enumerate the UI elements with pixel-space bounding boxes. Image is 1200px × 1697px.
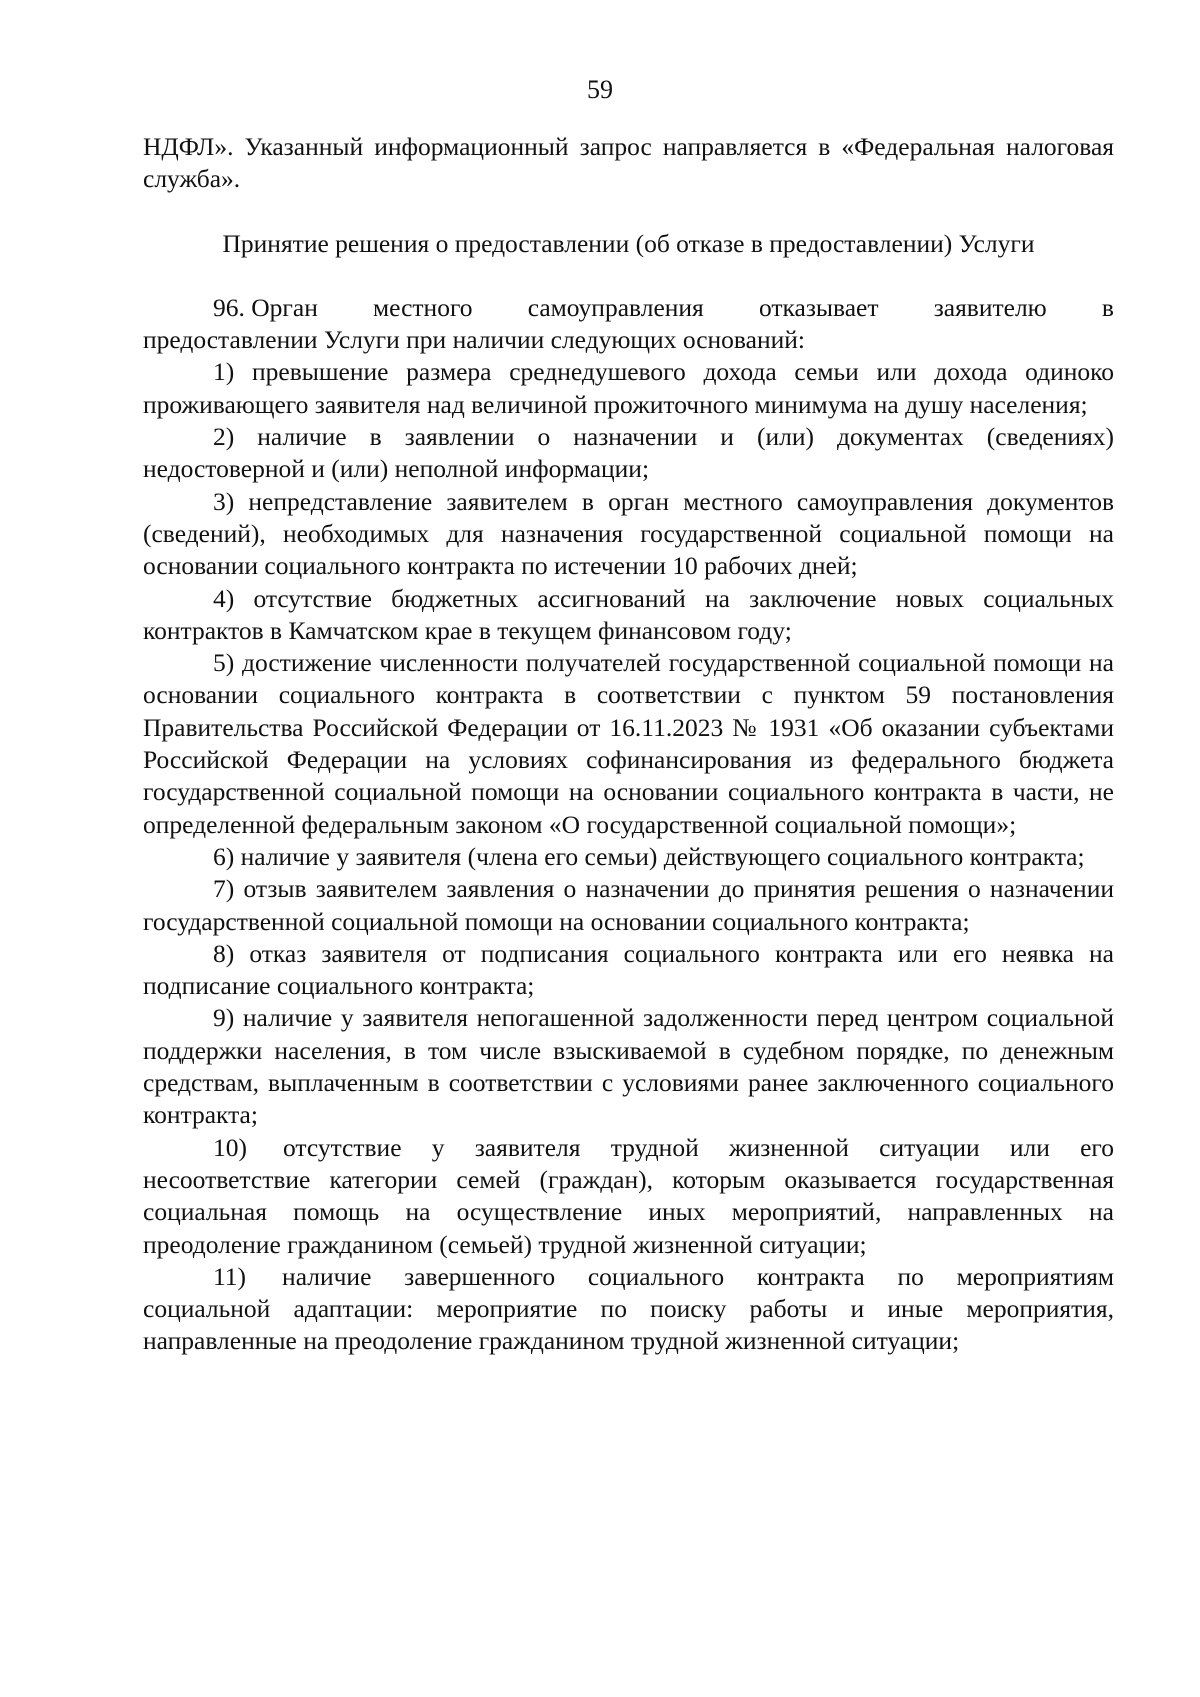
item-label: 3) (213, 486, 235, 516)
list-item (143, 1261, 1114, 1358)
item-label: 9) (213, 1003, 235, 1033)
list-item (143, 486, 1114, 583)
clause-96-first-line (143, 292, 1114, 324)
clause-word: самоуправления (527, 292, 704, 322)
clause-word: в (1101, 292, 1114, 322)
item-text: отказ заявителя от подписания социального контракта или его неявка на подписание социального контракта; (143, 938, 1114, 1001)
item-text: достижение численности получателей государственной социальной помощи на основании социального контракта в соответствии с пунктом 59 постановления Правительства Российской Федерации от 16.11.2023 № 1931 «Об оказании субъектами Российской Федерации на условиях софинансирования из федерального бюджета государственной социальной помощи на основании социального контракта в части, не определенной федеральным законом «О государственной социальной помощи»; (143, 648, 1114, 839)
list-item (143, 873, 1114, 938)
clause-word: местного (373, 292, 473, 322)
clause-96-number-and-word (213, 292, 318, 324)
list-item (143, 583, 1114, 648)
item-label: 6) (213, 841, 235, 871)
item-label: 2) (213, 422, 235, 452)
item-text: наличие у заявителя непогашенной задолженности перед центром социальной поддержки населения, в том числе взыскиваемой в судебном порядке, по денежным средствам, выплаченным в соответствии с условиями ранее заключенного социального контракта; (143, 1003, 1115, 1130)
section-heading: Принятие решения о предоставлении (об отказе в предоставлении) Услуги (222, 228, 1035, 258)
document-body (143, 131, 1114, 1358)
list-item (143, 421, 1114, 486)
item-label: 10) (213, 1132, 247, 1162)
item-text: превышение размера среднедушевого дохода семьи или дохода одиноко проживающего заявителя над величиной прожиточного минимума на душу населения; (143, 357, 1114, 419)
list-item (143, 647, 1114, 841)
item-label: 7) (213, 874, 235, 904)
clause-word: отказывает (758, 292, 879, 322)
item-text: наличие в заявлении о назначении и (или) документах (сведениях) недостоверной и (или) неполной информации; (143, 422, 1115, 484)
item-text: непредставление заявителем в орган местного самоуправления документов (сведений), необходимых для назначения государственной социальной помощи на основании социального контракта по истечении 10 рабочих дней; (143, 486, 1114, 581)
list-item (143, 1002, 1114, 1131)
intro-paragraph: НДФЛ». Указанный информационный запрос направляется в «Федеральная налоговая служба». (143, 132, 1114, 194)
item-label: 5) (213, 648, 235, 678)
page-number: 59 (587, 75, 613, 104)
list-item (143, 1132, 1114, 1261)
item-label: 4) (213, 583, 235, 613)
clause-96 (143, 292, 1114, 357)
list-item (143, 356, 1114, 421)
item-text: отсутствие бюджетных ассигнований на заключение новых социальных контрактов в Камчатском крае в текущем финансовом году; (143, 583, 1114, 645)
item-label: 1) (213, 357, 235, 387)
clause-number: 96. (213, 292, 245, 322)
item-text: наличие у заявителя (члена его семьи) действующего социального контракта; (240, 841, 1085, 871)
item-text: отсутствие у заявителя трудной жизненной ситуации или его несоответствие категории семей (граждан), которым оказывается государственная социальная помощь на осуществление иных мероприятий, направленных на преодоление гражданином (семьей) трудной жизненной ситуации; (143, 1132, 1114, 1259)
item-text: отзыв заявителем заявления о назначении до принятия решения о назначении государственной социальной помощи на основании социального контракта; (143, 874, 1114, 936)
list-item (143, 841, 1114, 873)
clause-96-continuation: предоставлении Услуги при наличии следующих оснований: (143, 325, 805, 355)
item-label: 8) (213, 938, 235, 968)
clause-word: Орган (251, 292, 318, 322)
item-label: 11) (213, 1261, 247, 1291)
clause-word: заявителю (933, 292, 1047, 322)
list-item (143, 938, 1114, 1003)
item-text: наличие завершенного социального контракта по мероприятиям социальной адаптации: мероприятие по поиску работы и иные мероприятия, направленные на преодоление гражданином трудной жизненной ситуации; (143, 1261, 1114, 1356)
